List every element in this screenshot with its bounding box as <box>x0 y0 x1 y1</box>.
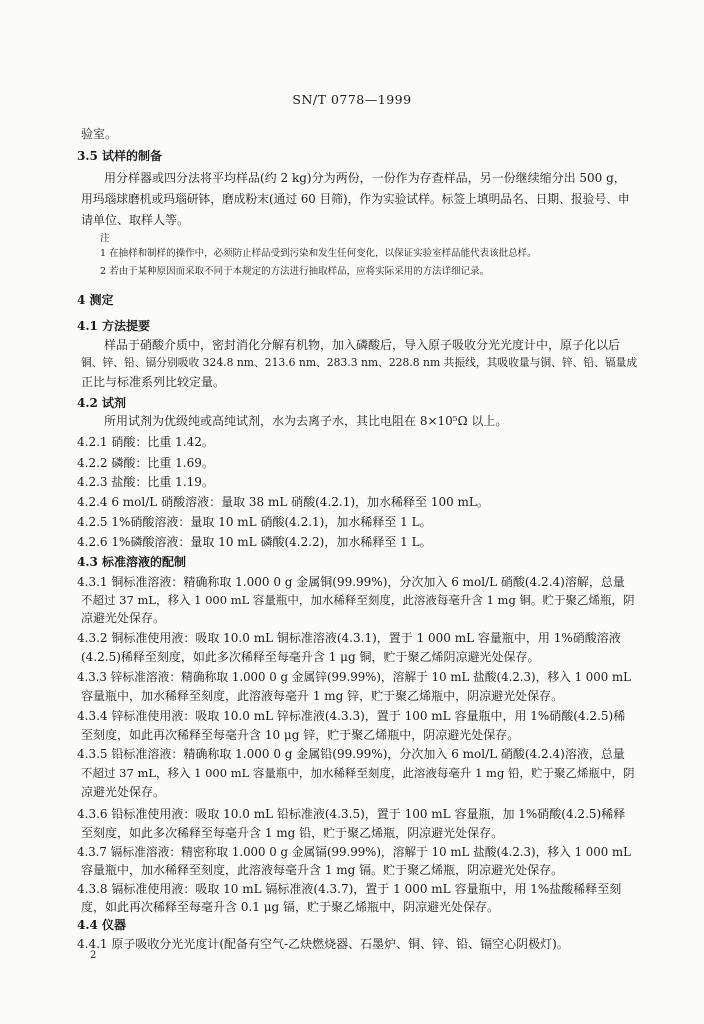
text-line: 所用试剂为优级纯或高纯试剂，水为去离子水，其比电阻在 8×10⁵Ω 以上。 <box>104 414 508 428</box>
text-line: 容量瓶中，加水稀释至刻度，此溶液每毫升 1 mg 锌，贮于聚乙烯瓶中，阴凉避光处保存。 <box>81 689 564 703</box>
note-item: 1 在抽样和制样的操作中，必须防止样品受到污染和发生任何变化，以保证实验室样品能代表该批总样。 <box>100 248 537 259</box>
text-line: 铜、锌、铅、镉分别吸收 324.8 nm、213.6 nm、283.3 nm、228.8 nm 共振线，其吸收量与铜、锌、铅、镉量成 <box>81 356 638 369</box>
text-line: 不超过 37 mL，移入 1 000 mL 容量瓶中，加水稀释至刻度，此溶液每毫升 1 mg 铅，贮于聚乙烯瓶中，阴 <box>81 766 635 780</box>
text-line: 4.3.8 镉标准使用液：吸取 10 mL 镉标准液(4.3.7)，置于 1 000 mL 容量瓶中，用 1%盐酸稀释至刻 <box>77 882 622 896</box>
text-line: 4.2.1 硝酸：比重 1.42。 <box>77 435 214 449</box>
text-line: 容量瓶中，加水稀释至刻度，此溶液每毫升含 1 mg 镉。贮于聚乙烯瓶，阴凉避光处保存。 <box>81 863 564 877</box>
text-line: 至刻度，如此再次稀释至每毫升含 10 μg 锌，贮于聚乙烯瓶中，阴凉避光处保存。 <box>81 728 520 742</box>
text-line: 用分样器或四分法将平均样品(约 2 kg)分为两份，一份作为存查样品，另一份继续缩分出 500 g， <box>104 171 626 185</box>
text-line: 凉避光处保存。 <box>81 785 166 799</box>
text-line: 正比与标准系列比较定量。 <box>81 375 226 389</box>
text-line: 样品于硝酸介质中，密封消化分解有机物，加入磷酸后，导入原子吸收分光光度计中，原子化以后 <box>104 338 621 352</box>
text-line: 用玛瑙球磨机或玛瑙研钵，磨成粉末(通过 60 目筛)，作为实验试样。标签上填明品名、日期、报验号、申 <box>81 192 630 206</box>
text-line: 4.2.2 磷酸：比重 1.69。 <box>77 456 214 470</box>
text-line: 4.3.4 锌标准使用液：吸取 10.0 mL 锌标准液(4.3.3)，置于 100 mL 容量瓶中，用 1%硝酸(4.2.5)稀 <box>77 709 626 723</box>
section-heading: 4 测定 <box>77 293 114 307</box>
page-number: 2 <box>90 950 97 961</box>
text-line: 4.2.6 1%磷酸溶液：量取 10 mL 磷酸(4.2.2)，加水稀释至 1 L。 <box>77 535 432 549</box>
section-heading: 4.1 方法提要 <box>77 319 151 333</box>
text-line: 4.2.4 6 mol/L 硝酸溶液：量取 38 mL 硝酸(4.2.1)，加水稀释至 100 mL。 <box>77 495 489 509</box>
section-heading: 3.5 试样的制备 <box>77 149 163 163</box>
text-line: 4.3.3 锌标准溶液：精确称取 1.000 0 g 金属锌(99.99%)，溶解于 10 mL 盐酸(4.2.3)，移入 1 000 mL <box>77 670 631 684</box>
note-item: 2 若由于某种原因而采取不同于本规定的方法进行抽取样品，应将实际采用的方法详细记录。 <box>100 266 490 277</box>
text-line: 度，如此再次稀释至每毫升含 0.1 μg 镉，贮于聚乙烯瓶中，阴凉避光处保存。 <box>81 900 500 914</box>
section-heading: 4.2 试剂 <box>77 396 127 410</box>
text-line: 验室。 <box>81 127 118 141</box>
text-line: 请单位、取样人等。 <box>81 213 190 227</box>
text-line: 4.3.6 铅标准使用液：吸取 10.0 mL 铅标准液(4.3.5)，置于 100 mL 容量瓶，加 1%硝酸(4.2.5)稀释 <box>77 807 626 821</box>
text-line: 不超过 37 mL，移入 1 000 mL 容量瓶中，加水稀释至刻度，此溶液每毫升含 1 mg 铜。贮于聚乙烯瓶，阴 <box>81 593 635 607</box>
note-label: 注 <box>100 233 110 244</box>
standard-header: SN/T 0778—1999 <box>292 92 412 107</box>
text-line: 4.3.5 铅标准溶液：精确称取 1.000 0 g 金属铅(99.99%)，分次加入 6 mol/L 硝酸(4.2.4)溶液，总量 <box>77 747 625 761</box>
section-heading: 4.4 仪器 <box>77 918 127 932</box>
text-line: 4.3.2 铜标准使用液：吸取 10.0 mL 铜标准溶液(4.3.1)，置于 1 000 mL 容量瓶中，用 1%硝酸溶液 <box>77 631 621 645</box>
text-line: 至刻度，如此多次稀释至每毫升含 1 mg 铅，贮于聚乙烯瓶，阴凉避光处保存。 <box>81 826 504 840</box>
section-heading: 4.3 标准溶液的配制 <box>77 555 187 569</box>
text-line: 4.3.1 铜标准溶液：精确称取 1.000 0 g 金属铜(99.99%)，分次加入 6 mol/L 硝酸(4.2.4)溶解，总量 <box>77 575 625 589</box>
text-line: (4.2.5)稀释至刻度，如此多次稀释至每毫升含 1 μg 铜，贮于聚乙烯阴凉避光处保存。 <box>81 650 540 664</box>
text-line: 4.2.3 盐酸：比重 1.19。 <box>77 475 214 489</box>
text-line: 4.2.5 1%硝酸溶液：量取 10 mL 硝酸(4.2.1)，加水稀释至 1 L。 <box>77 515 432 529</box>
text-line: 4.3.7 镉标准溶液：精密称取 1.000 0 g 金属镉(99.99%)，溶解于 10 mL 盐酸(4.2.3)，移入 1 000 mL <box>77 845 631 859</box>
text-line: 4.4.1 原子吸收分光光度计(配备有空气-乙炔燃烧器、石墨炉、铜、锌、铅、镉空心阴极灯)。 <box>77 937 569 951</box>
text-line: 凉避光处保存。 <box>81 611 166 625</box>
